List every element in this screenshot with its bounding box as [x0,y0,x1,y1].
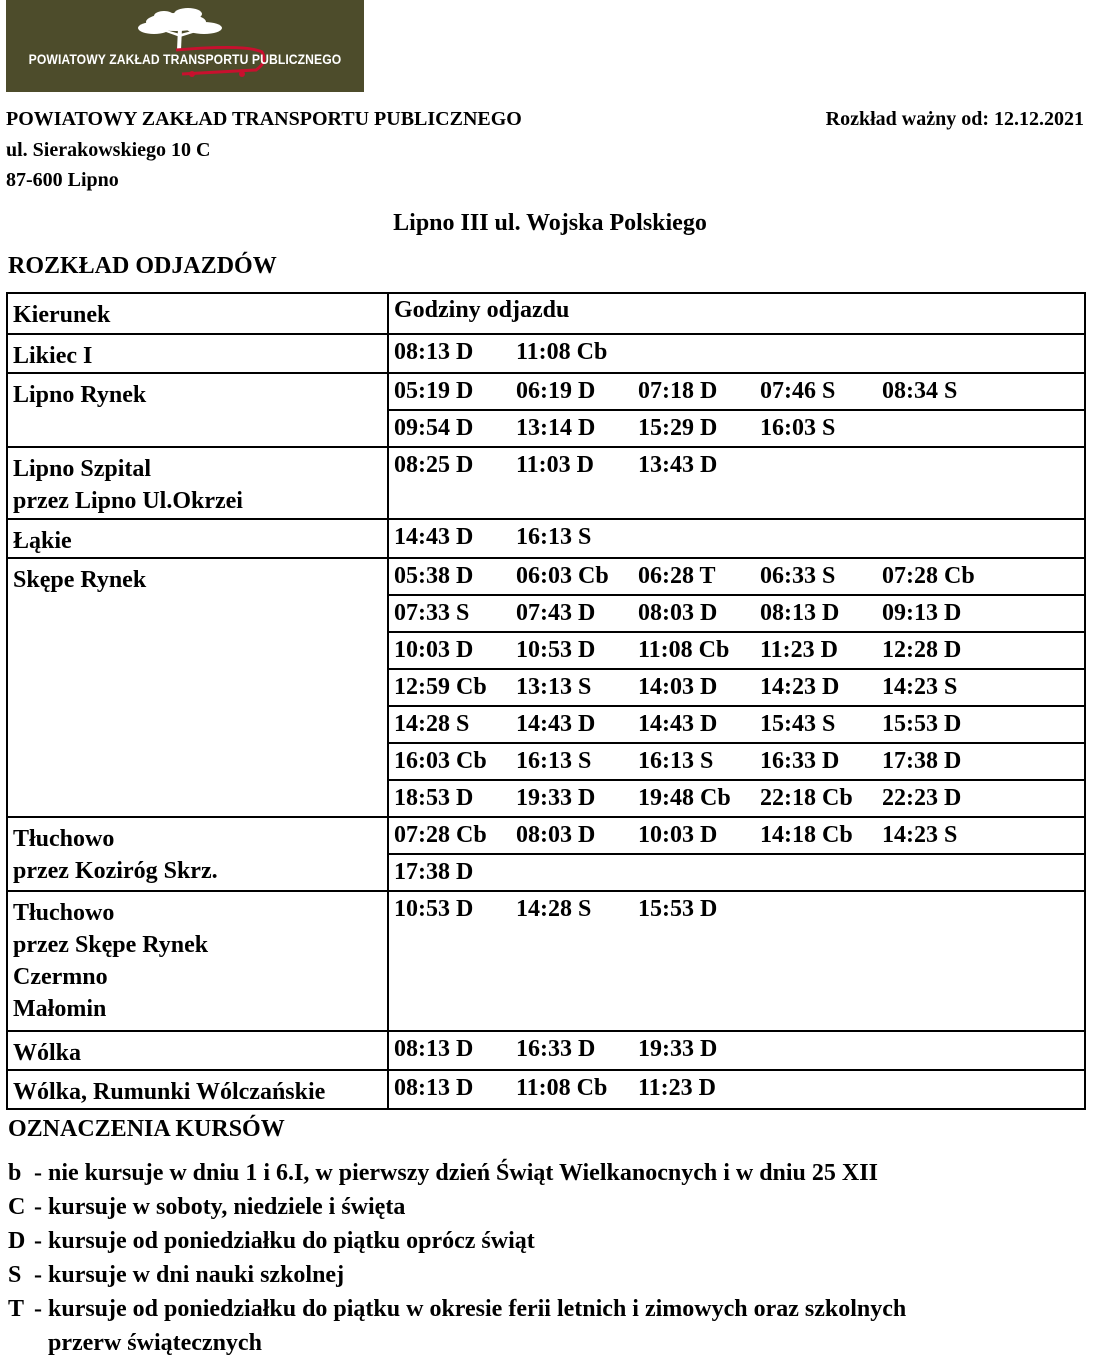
times-line [389,374,1084,411]
direction-cell [7,373,388,447]
company-logo [6,0,364,92]
table-header-row [7,293,1085,334]
departure-time: 16:13 S [516,748,592,774]
times-line [389,707,1084,744]
times-line [389,411,1084,446]
departure-time: 07:28 Cb [394,822,487,848]
legend-item [8,1292,906,1326]
times-line [389,892,1084,927]
departure-time: 08:13 D [394,1075,474,1101]
departure-time: 15:29 D [638,415,718,441]
departure-time: 19:33 D [516,785,596,811]
column-header-times: Godziny odjazdu [388,293,1085,334]
times-line [389,781,1084,816]
departure-time: 16:33 D [760,748,840,774]
times-line [389,335,1084,370]
departure-time: 14:23 S [882,822,958,848]
departure-time: 18:53 D [394,785,474,811]
departure-time: 05:38 D [394,563,474,589]
legend-item [8,1156,906,1190]
direction-label: przez Skępe Rynek [13,932,209,958]
times-cell [388,373,1085,447]
legend-key: C [8,1194,26,1220]
legend-item [8,1224,906,1258]
times-line [389,633,1084,670]
tree-logo-icon [6,0,364,92]
direction-cell [7,558,388,817]
departure-time: 09:54 D [394,415,474,441]
departure-time: 22:18 Cb [760,785,853,811]
departure-time: 06:03 Cb [516,563,609,589]
departure-time: 08:34 S [882,378,958,404]
column-header-direction: Kierunek [7,293,388,334]
times-cell [388,558,1085,817]
legend-text: - nie kursuje w dniu 1 i 6.I, w pierwszy dzień Świąt Wielkanocnych i w dniu 25 XII [34,1160,878,1186]
departure-time: 12:28 D [882,637,962,663]
direction-label: Małomin [13,996,107,1022]
departure-time: 15:53 D [882,711,962,737]
direction-label: Skępe Rynek [13,567,147,593]
times-cell [388,334,1085,373]
table-row [7,519,1085,558]
direction-cell [7,1031,388,1070]
stop-name: Lipno III ul. Wojska Polskiego [393,210,707,236]
departure-time: 14:43 D [394,524,474,550]
departure-time: 19:33 D [638,1036,718,1062]
departure-time: 08:25 D [394,452,474,478]
times-line [389,448,1084,483]
departure-time: 08:13 D [394,1036,474,1062]
company-city: 87-600 Lipno [6,169,119,191]
times-cell [388,891,1085,1031]
direction-label: Czermno [13,964,108,990]
departure-time: 14:03 D [638,674,718,700]
validity-date: Rozkład ważny od: 12.12.2021 [825,108,1084,130]
direction-cell [7,334,388,373]
departure-time: 11:03 D [516,452,594,478]
direction-label: Tłuchowo [13,900,115,926]
times-cell [388,817,1085,891]
departure-time: 14:28 S [516,896,592,922]
times-line [389,744,1084,781]
table-row [7,1031,1085,1070]
departure-time: 08:13 D [394,339,474,365]
departure-time: 07:46 S [760,378,836,404]
departure-time: 10:03 D [638,822,718,848]
direction-cell [7,519,388,558]
direction-label: Łąkie [13,528,72,554]
departure-time: 09:13 D [882,600,962,626]
legend-key: T [8,1296,25,1322]
departure-time: 07:33 S [394,600,470,626]
departure-time: 16:03 Cb [394,748,487,774]
departure-time: 14:28 S [394,711,470,737]
departure-time: 06:28 T [638,563,716,589]
times-cell [388,1031,1085,1070]
departure-time: 10:53 D [394,896,474,922]
table-row [7,373,1085,447]
times-line [389,1071,1084,1106]
departure-time: 17:38 D [394,859,474,885]
legend-text-continued: przerw świątecznych [48,1330,262,1356]
direction-label: Likiec I [13,343,93,369]
table-row [7,447,1085,519]
departure-time: 13:14 D [516,415,596,441]
legend-key: S [8,1262,22,1288]
departure-time: 07:28 Cb [882,563,975,589]
times-cell [388,1070,1085,1109]
departure-time: 07:43 D [516,600,596,626]
departure-time: 11:08 Cb [516,1075,608,1101]
departure-time: 08:03 D [516,822,596,848]
legend-text: - kursuje od poniedziałku do piątku oprócz świąt [34,1228,535,1254]
table-row [7,334,1085,373]
company-street: ul. Sierakowskiego 10 C [6,139,211,161]
direction-label: Tłuchowo [13,826,115,852]
direction-label: przez Lipno Ul.Okrzei [13,488,243,514]
times-line [389,520,1084,555]
departure-time: 07:18 D [638,378,718,404]
departure-time: 13:13 S [516,674,592,700]
departure-time: 15:53 D [638,896,718,922]
legend-text: - kursuje od poniedziałku do piątku w okresie ferii letnich i zimowych oraz szkolnych [34,1296,907,1322]
legend-key: D [8,1228,26,1254]
logo-text: POWIATOWY ZAKŁAD TRANSPORTU PUBLICZNEGO [28,52,342,67]
table-row [7,817,1085,891]
departure-time: 14:23 S [882,674,958,700]
departure-time: 14:43 D [638,711,718,737]
times-cell [388,519,1085,558]
times-line [389,559,1084,596]
times-line [389,670,1084,707]
departure-time: 14:23 D [760,674,840,700]
legend-item [8,1190,906,1224]
direction-cell [7,447,388,519]
departure-time: 13:43 D [638,452,718,478]
legend-text: - kursuje w dni nauki szkolnej [34,1262,345,1288]
departure-time: 06:33 S [760,563,836,589]
departure-time: 11:08 Cb [516,339,608,365]
direction-cell [7,817,388,891]
legend-text: - kursuje w soboty, niedziele i święta [34,1194,406,1220]
departure-time: 11:23 D [760,637,838,663]
direction-cell [7,891,388,1031]
direction-label: Lipno Szpital [13,456,152,482]
times-line [389,818,1084,855]
departure-time: 12:59 Cb [394,674,487,700]
departure-time: 22:23 D [882,785,962,811]
departure-time: 06:19 D [516,378,596,404]
departure-time: 14:43 D [516,711,596,737]
direction-cell [7,1070,388,1109]
table-row [7,558,1085,817]
legend-item [8,1258,906,1292]
departure-time: 05:19 D [394,378,474,404]
departure-time: 08:03 D [638,600,718,626]
table-row [7,891,1085,1031]
departure-time: 14:18 Cb [760,822,853,848]
departure-time: 10:53 D [516,637,596,663]
departure-time: 16:13 S [516,524,592,550]
departure-time: 15:43 S [760,711,836,737]
direction-label: przez Koziróg Skrz. [13,858,218,884]
departure-time: 11:08 Cb [638,637,730,663]
departure-time: 11:23 D [638,1075,716,1101]
legend-list [8,1156,906,1360]
direction-label: Wólka [13,1040,82,1066]
times-line [389,596,1084,633]
times-line [389,855,1084,890]
departure-time: 16:33 D [516,1036,596,1062]
departure-time: 17:38 D [882,748,962,774]
table-row [7,1070,1085,1109]
departure-time: 10:03 D [394,637,474,663]
legend-key: b [8,1160,22,1186]
section-title: ROZKŁAD ODJAZDÓW [8,253,277,279]
timetable [6,292,1086,1110]
departure-time: 19:48 Cb [638,785,731,811]
departure-time: 16:03 S [760,415,836,441]
direction-label: Wólka, Rumunki Wólczańskie [13,1079,326,1105]
departure-time: 16:13 S [638,748,714,774]
departure-time: 08:13 D [760,600,840,626]
direction-label: Lipno Rynek [13,382,147,408]
times-cell [388,447,1085,519]
company-name: POWIATOWY ZAKŁAD TRANSPORTU PUBLICZNEGO [6,108,522,130]
times-line [389,1032,1084,1067]
legend-title: OZNACZENIA KURSÓW [8,1116,285,1142]
